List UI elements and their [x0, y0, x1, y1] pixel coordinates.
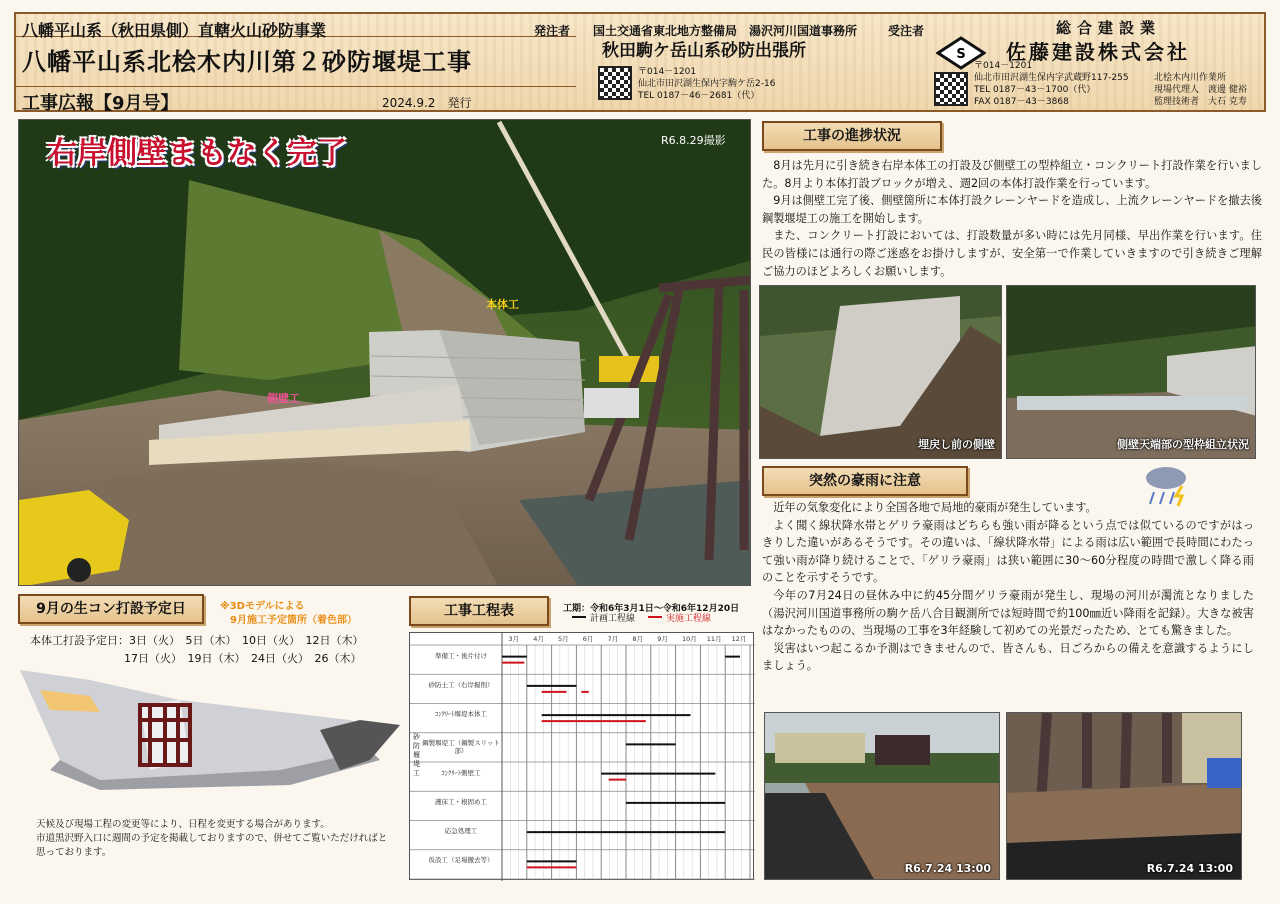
rain-paragraph: 近年の気象変化により全国各地で局地的豪雨が発生しています。: [773, 501, 1097, 514]
gantt-task-label: 砂防土工（右岸掘削）: [428, 680, 494, 689]
contractor-tagline: 総合建設業: [1056, 19, 1162, 37]
pour-dates-line-1: 本体工打設予定日：3日（火） 5日（木） 10日（火） 12日（木）: [30, 634, 364, 647]
qr-code-icon: [598, 66, 632, 100]
contractor-qr-code-icon: [934, 72, 968, 106]
contractor-address: [974, 60, 1129, 108]
group-label: 砂防堰堤工: [413, 733, 420, 777]
orderer-label: 発注者: [534, 24, 571, 38]
gantt-month-label: 8月: [632, 635, 644, 643]
gantt-task-label: 準備工・後片付け: [435, 651, 487, 660]
chief-engineer: 監理技術者 大石 克寿: [1154, 97, 1247, 107]
legend-plan-swatch: [572, 616, 586, 618]
issue-date: 2024.9.2 発行: [382, 96, 472, 110]
model-note-1: ※3Dモデルによる: [220, 601, 305, 612]
gantt-month-label: 7月: [607, 635, 619, 643]
gantt-month-label: 10月: [682, 635, 697, 643]
rain-paragraph: 災害はいつ起こるか予測はできませんので、皆さんも、日ごろからの備えを意識するようにしましょう。: [762, 641, 1254, 673]
label-main-body: 本体工: [486, 298, 519, 311]
progress-paragraph: また、コンクリート打設においては、打設数量が多い時には先月同様、早出作業を行います。住民の皆様には通行の際ご迷惑をお掛けしますが、安全第一で作業していきますので引き続きご理解ご協力のほどよろしくお願いします。: [762, 229, 1262, 278]
flood-photo-1-caption: R6.7.24 13:00: [904, 862, 991, 875]
sidewall-photo: [759, 285, 1002, 459]
gantt-month-label: 6月: [582, 635, 594, 643]
schedule-period: 工期：令和6年3月1日～令和6年12月20日: [563, 604, 740, 614]
orderer-postal: 〒014－1201: [638, 67, 697, 77]
rain-title: 突然の豪雨に注意: [762, 466, 968, 496]
rain-text: [762, 499, 1254, 675]
contractor-street: 仙北市田沢湖生保内字武蔵野117-255: [974, 73, 1129, 83]
formwork-photo: [1006, 285, 1256, 459]
contractor-postal: 〒014－1201: [974, 61, 1033, 71]
orderer-office: 秋田駒ケ岳山系砂防出張所: [602, 41, 806, 61]
flood-photo-2: [1006, 712, 1242, 880]
schedule-footnote: [36, 818, 396, 860]
contractor-label: 受注者: [888, 24, 925, 38]
sidewall-photo-caption: 埋戻し前の側壁: [918, 438, 995, 451]
formwork-photo-caption: 側壁天端部の型枠組立状況: [1117, 438, 1249, 451]
progress-paragraph: 8月は先月に引き続き右岸本体工の打設及び側壁工の型枠組立・コンクリート打設作業を行いました。8月より本体打設ブロックが増え、週2回の本体打設作業を行っています。: [762, 159, 1262, 190]
gantt-task-label: ｺﾝｸﾘｰﾄ堰堤本体工: [435, 710, 487, 719]
gantt-month-label: 4月: [533, 635, 544, 643]
contractor-tel: TEL 0187－43－1700（代）: [974, 85, 1096, 95]
orderer-street: 仙北市田沢湖生保内字駒ケ岳2-16: [638, 79, 776, 89]
gantt-month-label: 5月: [558, 635, 569, 643]
schedule-footnote-line: 天候及び現場工程の変更等により、日程を変更する場合があります。: [36, 819, 330, 830]
contractor-staff: [1154, 72, 1247, 108]
gantt-grid: [410, 633, 755, 881]
project-title: 八幡平山系北桧木内川第２砂防堰堤工事: [22, 48, 472, 76]
dam-3d-model: [20, 660, 400, 790]
schedule-title: 工事工程表: [409, 596, 549, 626]
gantt-task-label: 応急処理工: [444, 827, 478, 836]
gantt-chart: [409, 632, 754, 880]
gantt-task-label: ｺﾝｸﾘｰﾄ側壁工: [441, 768, 481, 777]
header-banner: [14, 12, 1266, 112]
site-agent: 現場代理人 渡邊 健裕: [1154, 85, 1247, 95]
site-office: 北桧木内川作業所: [1154, 73, 1227, 83]
main-site-photo: [18, 119, 751, 586]
gantt-month-label: 12月: [731, 635, 747, 643]
gantt-month-label: 11月: [706, 635, 722, 643]
issue-label: 工事広報【9月号】: [22, 93, 179, 114]
contractor-name: 佐藤建設株式会社: [1006, 40, 1190, 64]
photo-date: R6.8.29撮影: [661, 134, 726, 147]
flood-photo-2-caption: R6.7.24 13:00: [1146, 862, 1233, 875]
gantt-task-label: 護床工・根固め工: [435, 797, 487, 806]
progress-paragraph: 9月は側壁工完了後、側壁箇所に本体打設クレーンヤードを造成し、上流クレーンヤードを撤去後鋼製堰堤工の施工を開始します。: [762, 194, 1262, 225]
label-side-wall: 側壁工: [267, 392, 300, 405]
photo-headline: 右岸側壁まもなく完了: [47, 136, 347, 171]
orderer-tel: TEL 0187－46－2681（代）: [638, 91, 760, 101]
model-note-2: 9月施工予定箇所（着色部）: [230, 615, 357, 626]
gantt-month-label: 9月: [657, 635, 668, 643]
legend-actual-swatch: [648, 616, 662, 618]
gantt-task-label: 仮設工（足場撤去等）: [428, 856, 494, 865]
flood-photo-1: [764, 712, 1000, 880]
legend-plan: 計画工程線: [590, 614, 636, 624]
project-series: 八幡平山系（秋田県側）直轄火山砂防事業: [22, 21, 327, 40]
orderer-address: [638, 66, 775, 102]
orderer-org: 国土交通省東北地方整備局 湯沢河川国道事務所: [593, 24, 858, 38]
gantt-month-label: 3月: [508, 635, 520, 643]
schedule-footnote-line: 市道黒沢野入口に週間の予定を掲載しておりますので、併せてご覧いただければと思っております。: [36, 833, 388, 858]
progress-text: [762, 157, 1262, 280]
gantt-task-label: 鋼製堰堤工（鋼製スリット部）: [422, 739, 500, 756]
svg-text:S: S: [956, 47, 966, 62]
progress-title: 工事の進捗状況: [762, 121, 942, 151]
contractor-fax: FAX 0187－43－3868: [974, 97, 1069, 107]
rain-paragraph: よく聞く線状降水帯とゲリラ豪雨はどちらも強い雨が降るという点では似ているのですがはっきりした違いがあるそうです。その違いは、「線状降水帯」による雨は広い範囲で長時間にわたって強い雨が降り続けることで、「ゲリラ豪雨」は狭い範囲に30～60分程度の時間で激しく降る雨のことを示すそうです。: [762, 518, 1254, 585]
rain-paragraph: 今年の7月24日の昼休み中に約45分間ゲリラ豪雨が発生し、現場の河川が濁流となりました（湯沢河川国道事務所の駒ケ岳八合目観測所では短時間で約100㎜近い降雨を記録）。大きな被害はなかったものの、当現場の工事を3年経験して初めての光景だったため、とても驚きました。: [762, 588, 1254, 638]
pour-dates-line-2: 17日（火） 19日（木） 24日（火） 26（木）: [124, 652, 362, 665]
legend-actual: 実施工程線: [666, 614, 712, 624]
concrete-title: 9月の生コン打設予定日: [18, 594, 204, 624]
